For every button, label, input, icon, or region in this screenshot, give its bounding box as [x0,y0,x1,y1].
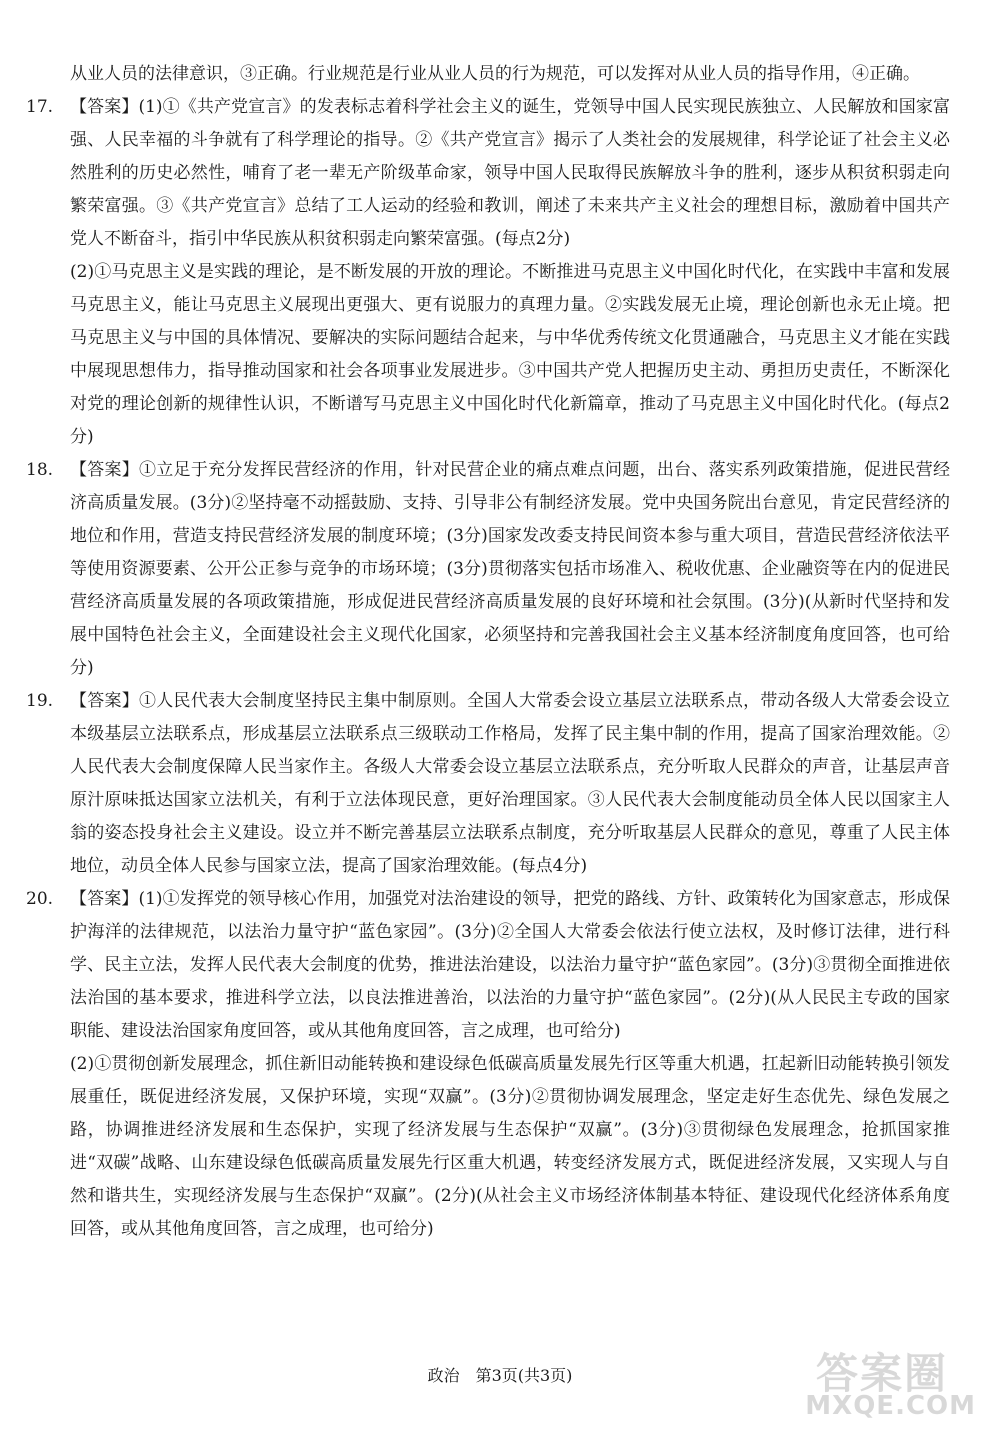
question-20-number: 20. [26,889,54,909]
question-18-answer: 【答案】①立足于充分发挥民营经济的作用，针对民营企业的痛点难点问题，出台、落实系列政策措施，促进民营经济高质量发展。(3分)②坚持毫不动摇鼓励、支持、引导非公有制经济发展。党中央国务院出台意见，肯定民营经济的地位和作用，营造支持民营经济发展的制度环境；(3分)国家发改委支持民间资本参与重大项目，营造民营经济依法平等使用资源要素、公开公正参与竞争的市场环境；(3分)贯彻落实包括市场准入、税收优惠、企业融资等在内的促进民营经济高质量发展的各项政策措施，形成促进民营经济高质量发展的良好环境和社会氛围。(3分)(从新时代坚持和发展中国特色社会主义，全面建设社会主义现代化国家，必须坚持和完善我国社会主义基本经济制度角度回答，也可给分) [70,460,950,678]
watermark-site-text: MXQE.COM [805,1391,976,1421]
question-19-answer: 【答案】①人民代表大会制度坚持民主集中制原则。全国人大常委会设立基层立法联系点，带动各级人大常委会设立本级基层立法联系点，形成基层立法联系点三级联动工作格局，发挥了民主集中制的作用，提高了国家治理效能。②人民代表大会制度保障人民当家作主。各级人大常委会设立基层立法联系点，充分听取人民群众的声音，让基层声音原汁原味抵达国家立法机关，有利于立法体现民意，更好治理国家。③人民代表大会制度能动员全体人民以国家主人翁的姿态投身社会主义建设。设立并不断完善基层立法联系点制度，充分听取基层人民群众的意见，尊重了人民主体地位，动员全体人民参与国家立法，提高了国家治理效能。(每点4分) [70,691,950,876]
answer-page [26,58,950,1246]
question-20-part-2: (2)①贯彻创新发展理念，抓住新旧动能转换和建设绿色低碳高质量发展先行区等重大机遇，扛起新旧动能转换引领发展重任，既促进经济发展，又保护环境，实现“双赢”。(3分)②贯彻协调发展理念，坚定走好生态优先、绿色发展之路，协调推进经济发展和生态保护，实现了经济发展与生态保护“双赢”。(3分)③贯彻绿色发展理念，抢抓国家推进“双碳”战略、山东建设绿色低碳高质量发展先行区重大机遇，转变经济发展方式，既促进经济发展，又实现人与自然和谐共生，实现经济发展与生态保护“双赢”。(2分)(从社会主义市场经济体制基本特征、建设现代化经济体系角度回答，或从其他角度回答，言之成理，也可给分) [70,1054,950,1239]
question-19 [26,685,950,883]
question-20-part-1: 【答案】(1)①发挥党的领导核心作用，加强党对法治建设的领导，把党的路线、方针、政策转化为国家意志，形成保护海洋的法律规范，以法治力量守护“蓝色家园”。(3分)②全国人大常委会依法行使立法权，及时修订法律，进行科学、民主立法，发挥人民代表大会制度的优势，推进法治建设，以法治力量守护“蓝色家园”。(3分)③贯彻全面推进依法治国的基本要求，推进科学立法，以良法推进善治，以法治的力量守护“蓝色家园”。(2分)(从人民民主专政的国家职能、建设法治国家角度回答，或从其他角度回答，言之成理，也可给分) [70,889,950,1041]
question-20 [26,883,950,1246]
question-18 [26,454,950,685]
question-18-number: 18. [26,460,54,480]
question-19-number: 19. [26,691,54,711]
intro-paragraph: 从业人员的法律意识，③正确。行业规范是行业从业人员的行为规范，可以发挥对从业人员的指导作用，④正确。 [70,64,920,84]
question-17 [26,91,950,454]
question-17-part-1: 【答案】(1)①《共产党宣言》的发表标志着科学社会主义的诞生，党领导中国人民实现民族独立、人民解放和国家富强、人民幸福的斗争就有了科学理论的指导。②《共产党宣言》揭示了人类社会的发展规律，科学论证了社会主义必然胜利的历史必然性，哺育了老一辈无产阶级革命家，领导中国人民取得民族解放斗争的胜利，逐步从积贫积弱走向繁荣富强。③《共产党宣言》总结了工人运动的经验和教训，阐述了未来共产主义社会的理想目标，激励着中国共产党人不断奋斗，指引中华民族从积贫积弱走向繁荣富强。(每点2分) [70,97,950,249]
watermark-logo-text: 答案圈 [815,1349,948,1398]
watermark-logo [782,1341,982,1421]
question-17-number: 17. [26,97,54,117]
question-17-part-2: (2)①马克思主义是实践的理论，是不断发展的开放的理论。不断推进马克思主义中国化时代化，在实践中丰富和发展马克思主义，能让马克思主义展现出更强大、更有说服力的真理力量。②实践发展无止境，理论创新也永无止境。把马克思主义与中国的具体情况、要解决的实际问题结合起来，与中华优秀传统文化贯通融合，马克思主义才能在实践中展现思想伟力，指导推动国家和社会各项事业发展进步。③中国共产党人把握历史主动、勇担历史责任，不断深化对党的理论创新的规律性认识，不断谱写马克思主义中国化时代化新篇章，推动了马克思主义中国化时代化。(每点2分) [70,262,950,447]
page-footer: 政治 第3页(共3页) [427,1366,573,1385]
